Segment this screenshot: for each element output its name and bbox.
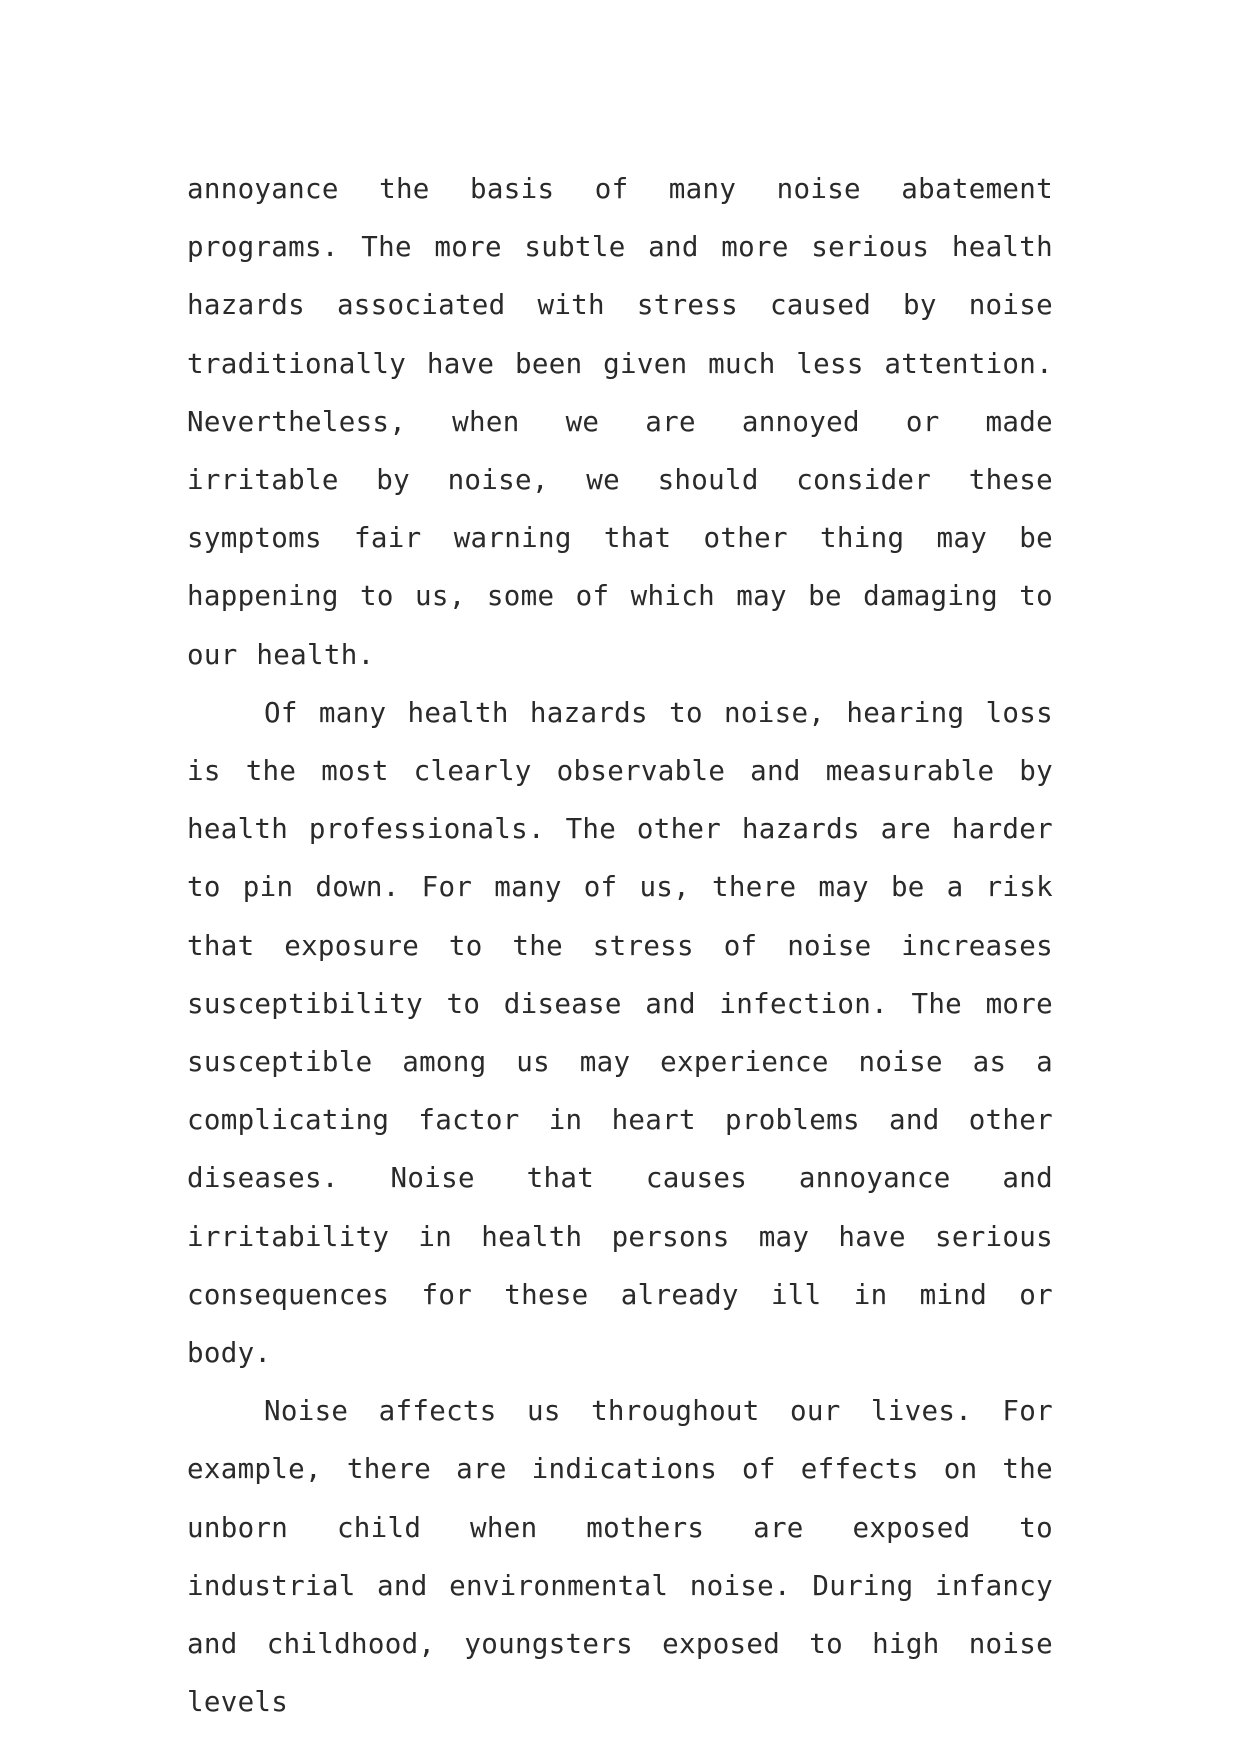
- paragraph-3: Noise affects us throughout our lives. For example, there are indications of effects on the unborn child when mothers are exposed to industrial and environmental noise. During infancy and childhood, youngsters exposed to high noise levels: [187, 1395, 1053, 1719]
- paragraph-2: Of many health hazards to noise, hearing loss is the most clearly observable and measurable by health professionals. The other hazards are harder to pin down. For many of us, there may be a risk that exposure to the stress of noise increases susceptibility to disease and infection. The more susceptible among us may experience noise as a complicating factor in heart problems and other diseases. Noise that causes annoyance and irritability in health persons may have serious consequences for these already ill in mind or body.: [187, 696, 1053, 1370]
- paragraph-1: annoyance the basis of many noise abatement programs. The more subtle and more serious health hazards associated with stress caused by noise traditionally have been given much less attention. Nevertheless, when we are annoyed or made irritable by noise, we should consider these symptoms fair warning that other thing may be happening to us, some of which may be damaging to our health.: [187, 173, 1053, 671]
- body-text: [187, 160, 1053, 1731]
